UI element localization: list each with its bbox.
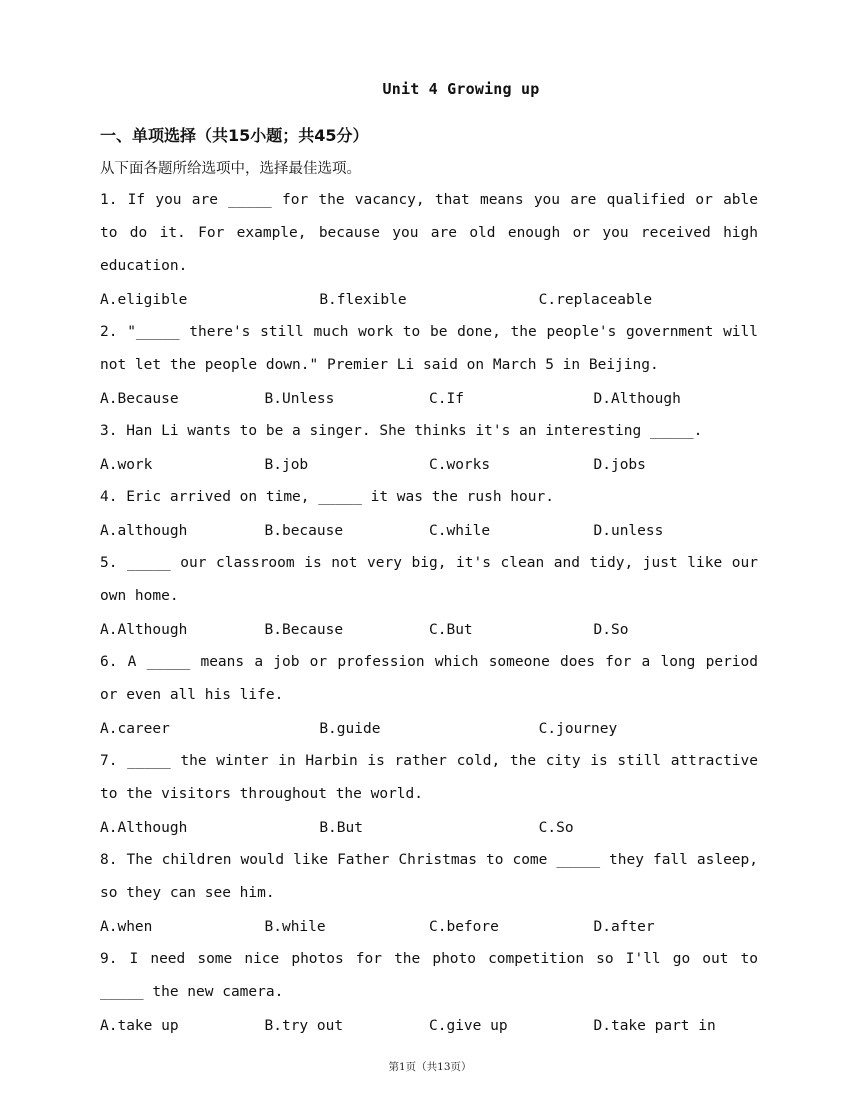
answer-option: A.when [100,918,153,935]
question-stem: 6. A _____ means a job or profession which someone does for a long period or even all his life. [100,654,758,703]
answer-option: B.Unless [264,390,335,407]
answer-option: C.give up [429,1017,508,1034]
answer-option: A.Because [100,390,179,407]
question-item [100,745,758,844]
question-item [100,943,758,1042]
document-title: Unit 4 Growing up [382,80,540,98]
question-list [100,184,758,1042]
question-stem: 3. Han Li wants to be a singer. She thinks it's an interesting _____. [100,423,703,439]
question-item [100,481,758,547]
answer-option: C.replaceable [538,291,653,308]
question-item [100,415,758,481]
question-item [100,184,758,316]
answer-options [100,283,758,316]
answer-option: B.But [319,819,363,836]
answer-option: C.works [429,456,491,473]
answer-option: B.guide [319,720,381,737]
question-item [100,646,758,745]
answer-option: D.take part in [593,1017,716,1034]
answer-option: D.jobs [593,456,646,473]
answer-option: A.take up [100,1017,179,1034]
section-instruction: 从下面各题所给选项中，选择最佳选项。 [100,161,361,177]
answer-options [100,382,758,415]
answer-option: A.Although [100,621,188,638]
answer-option: D.So [593,621,629,638]
question-item [100,316,758,415]
question-stem: 9. I need some nice photos for the photo competition so I'll go out to _____ the new camera. [100,951,758,1000]
answer-options [100,448,758,481]
answer-option: C.If [429,390,464,407]
answer-option: A.career [100,720,170,737]
answer-option: A.work [100,456,153,473]
answer-option: C.But [429,621,473,638]
answer-option: C.So [538,819,574,836]
answer-option: A.eligible [100,291,188,308]
answer-option: D.after [593,918,655,935]
answer-options [100,811,758,844]
question-stem: 7. _____ the winter in Harbin is rather cold, the city is still attractive to the visitors throughout the world. [100,753,758,802]
answer-option: A.Although [100,819,188,836]
answer-option: B.job [264,456,309,473]
answer-option: A.although [100,522,188,539]
section-heading: 一、单项选择（共15小题；共45分） [100,126,369,145]
question-stem: 5. _____ our classroom is not very big, it's clean and tidy, just like our own home. [100,555,758,604]
question-stem: 4. Eric arrived on time, _____ it was the rush hour. [100,489,554,505]
answer-options [100,1009,758,1042]
answer-option: D.unless [593,522,664,539]
question-stem: 2. "_____ there's still much work to be done, the people's government will not let the people down." Premier Li said on March 5 in Beijing. [100,324,758,373]
page-footer: 第1页（共13页） [388,1061,472,1073]
answer-option: B.Because [264,621,344,638]
answer-option: B.try out [264,1017,344,1034]
answer-option: B.while [264,918,326,935]
answer-option: C.before [429,918,499,935]
answer-option: B.because [264,522,344,539]
question-stem: 1. If you are _____ for the vacancy, that means you are qualified or able to do it. For example, because you are old enough or you received high education. [100,192,758,274]
answer-options [100,910,758,943]
question-item [100,844,758,943]
answer-option: D.Although [593,390,681,407]
answer-options [100,712,758,745]
question-item [100,547,758,646]
answer-option: C.journey [538,720,618,737]
answer-options [100,613,758,646]
answer-option: C.while [429,522,491,539]
answer-option: B.flexible [319,291,407,308]
answer-options [100,514,758,547]
question-stem: 8. The children would like Father Christmas to come _____ they fall asleep, so they can see him. [100,852,758,901]
